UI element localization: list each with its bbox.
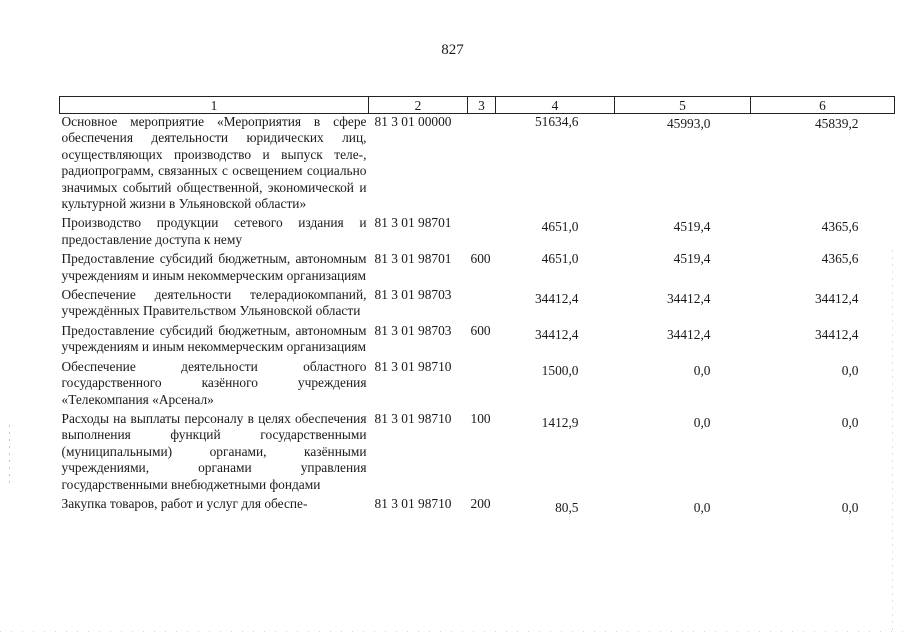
row-expense-type: 100 xyxy=(470,410,491,426)
row-value-col5: 45993,0 xyxy=(666,116,711,131)
row-expense-type: 600 xyxy=(470,251,491,267)
table-header-row xyxy=(60,97,895,114)
table-body xyxy=(60,114,895,520)
row-description: Закупка товаров, работ и услуг для обеспе- xyxy=(61,495,308,511)
row-code: 81 3 01 98703 xyxy=(374,287,452,303)
row-value-col6: 0,0 xyxy=(841,414,859,430)
row-value-col6: 34412,4 xyxy=(814,291,859,307)
row-value-col5: 34412,4 xyxy=(666,326,711,342)
row-value-col4: 51634,6 xyxy=(534,114,579,129)
budget-table xyxy=(59,96,895,519)
row-code: 81 3 01 98701 xyxy=(374,215,452,231)
row-code: 81 3 01 98710 xyxy=(374,410,452,426)
column-header-2: 2 xyxy=(369,97,468,114)
row-value-col5: 0,0 xyxy=(693,499,711,515)
scan-margin-mark-right xyxy=(892,250,893,630)
table-header xyxy=(60,97,895,114)
row-expense-type xyxy=(468,114,496,216)
row-value-col6: 4365,6 xyxy=(821,251,859,267)
row-value-col5: 4519,4 xyxy=(673,251,711,267)
row-value-col4: 1500,0 xyxy=(541,362,579,378)
row-code: 81 3 01 98701 xyxy=(374,251,452,267)
page-number: 827 xyxy=(441,42,464,58)
table-row xyxy=(60,496,895,519)
row-value-col4: 4651,0 xyxy=(541,219,579,235)
row-description: Расходы на выплаты персоналу в целях обеспечения выполнения функций государственными (муниципальными) органами, казёнными учреждениями, органами управления государственными внебюджетными фондами xyxy=(61,410,367,492)
row-value-col4: 80,5 xyxy=(555,499,579,515)
row-value-col5: 0,0 xyxy=(693,414,711,430)
row-description: Предоставление субсидий бюджетным, автономным учреждениям и иным некоммерческим организациям xyxy=(61,251,367,283)
row-value-col5: 0,0 xyxy=(693,362,711,378)
scan-margin-mark-left xyxy=(9,425,10,485)
table-row xyxy=(60,114,895,216)
row-value-col6: 45839,2 xyxy=(814,116,859,131)
row-value-col4: 4651,0 xyxy=(541,251,579,267)
row-expense-type: 200 xyxy=(470,495,491,511)
row-description: Производство продукции сетевого издания и предоставление доступа к нему xyxy=(61,215,367,247)
column-header-5: 5 xyxy=(615,97,751,114)
row-value-col5: 4519,4 xyxy=(673,219,711,235)
row-code: 81 3 01 98703 xyxy=(374,322,452,338)
row-value-col5: 34412,4 xyxy=(666,291,711,307)
table-row xyxy=(60,411,895,496)
row-value-col6: 0,0 xyxy=(841,362,859,378)
row-expense-type: 600 xyxy=(470,322,491,338)
table-row xyxy=(60,251,895,287)
column-header-4: 4 xyxy=(496,97,615,114)
row-value-col6: 34412,4 xyxy=(814,326,859,342)
row-expense-type xyxy=(468,215,496,251)
row-description: Обеспечение деятельности областного государственного казённого учреждения «Телекомпания «Арсенал» xyxy=(61,358,367,407)
row-value-col4: 34412,4 xyxy=(534,291,579,307)
table-row xyxy=(60,215,895,251)
row-description: Обеспечение деятельности телерадиокомпаний, учреждённых Правительством Ульяновской области xyxy=(61,287,367,319)
row-expense-type xyxy=(468,287,496,323)
row-code: 81 3 01 98710 xyxy=(374,358,452,374)
row-description: Предоставление субсидий бюджетным, автономным учреждениям и иным некоммерческим организациям xyxy=(61,322,367,355)
column-header-3: 3 xyxy=(468,97,496,114)
row-code: 81 3 01 98710 xyxy=(374,495,452,511)
column-header-1: 1 xyxy=(60,97,369,114)
row-value-col4: 34412,4 xyxy=(534,326,579,342)
row-value-col6: 0,0 xyxy=(841,499,859,515)
table-row xyxy=(60,323,895,359)
scan-bottom-edge xyxy=(0,631,905,632)
column-header-6: 6 xyxy=(751,97,895,114)
row-expense-type xyxy=(468,359,496,411)
row-value-col4: 1412,9 xyxy=(541,414,579,430)
row-value-col6: 4365,6 xyxy=(821,219,859,235)
table-row xyxy=(60,359,895,411)
table-row xyxy=(60,287,895,323)
row-description: Основное мероприятие «Мероприятия в сфере обеспечения деятельности юридических лиц, осуществляющих производство и выпуск теле-, радиопрограмм, связанных с освещением социально значимых событий общественной, экономической и культурной жизни в Ульяновской области» xyxy=(61,114,367,212)
row-code: 81 3 01 00000 xyxy=(374,114,452,129)
